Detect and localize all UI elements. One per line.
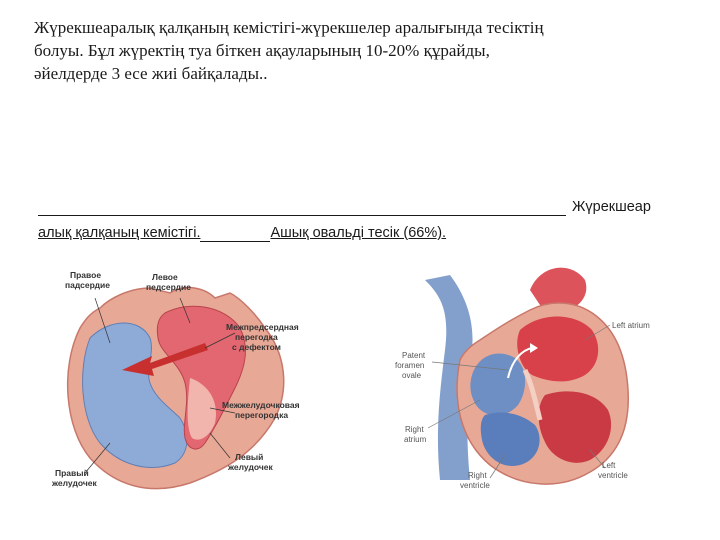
label-pfo-3: ovale xyxy=(402,371,422,380)
intro-paragraph xyxy=(34,16,694,85)
paragraph-line-2: болуы. Бұл жүректің туа біткен ақауларының 10-20% құрайды, xyxy=(34,41,490,60)
label-pfo-1: Patent xyxy=(402,351,426,360)
label-vsd-2: перегородка xyxy=(235,410,289,420)
caption-left-part2: алық қалқаның кемістігі. xyxy=(38,225,201,241)
label-rv-1: Правый xyxy=(55,468,89,478)
label-asd-2: перегодка xyxy=(235,332,278,342)
paragraph-line-1: Жүрекшеаралық қалқаның кемістігі-жүрекшелер аралығында тесіктің xyxy=(34,18,544,37)
caption-underline-fill xyxy=(38,199,566,216)
caption-left-part1: Жүрекшеар xyxy=(572,199,651,215)
label-ra-2: atrium xyxy=(404,435,427,444)
label-ra-1: Right xyxy=(405,425,424,434)
label-rv-1: Right xyxy=(468,471,487,480)
caption-right: Ашық овальді тесік (66%). xyxy=(270,225,447,241)
label-lv-1: Left xyxy=(602,461,616,470)
label-la-1: Левое xyxy=(152,272,178,282)
label-asd-3: с дефектом xyxy=(232,342,281,352)
pfo-heart-figure xyxy=(380,250,670,500)
caption-line-1 xyxy=(38,199,698,216)
label-rv-2: желудочек xyxy=(52,478,97,488)
label-lv-2: ventricle xyxy=(598,471,628,480)
caption-line-2 xyxy=(38,225,698,242)
label-left-atrium: Left atrium xyxy=(612,321,650,330)
label-pfo-2: foramen xyxy=(395,361,425,370)
label-vsd-1: Межжелудочковая xyxy=(222,400,300,410)
label-lv-2: желудочек xyxy=(228,462,273,472)
paragraph-line-3: әйелдерде 3 есе жиі байқалады.. xyxy=(34,64,268,83)
caption-underline-gap xyxy=(200,225,270,242)
label-ra-1: Правое xyxy=(70,270,102,280)
label-la-2: педсердие xyxy=(146,282,191,292)
label-asd-1: Межпредсердная xyxy=(226,322,299,332)
label-ra-2: падсердие xyxy=(65,280,110,290)
label-rv-2: ventricle xyxy=(460,481,490,490)
label-lv-1: Левый xyxy=(235,452,264,462)
asd-heart-figure xyxy=(40,258,330,508)
